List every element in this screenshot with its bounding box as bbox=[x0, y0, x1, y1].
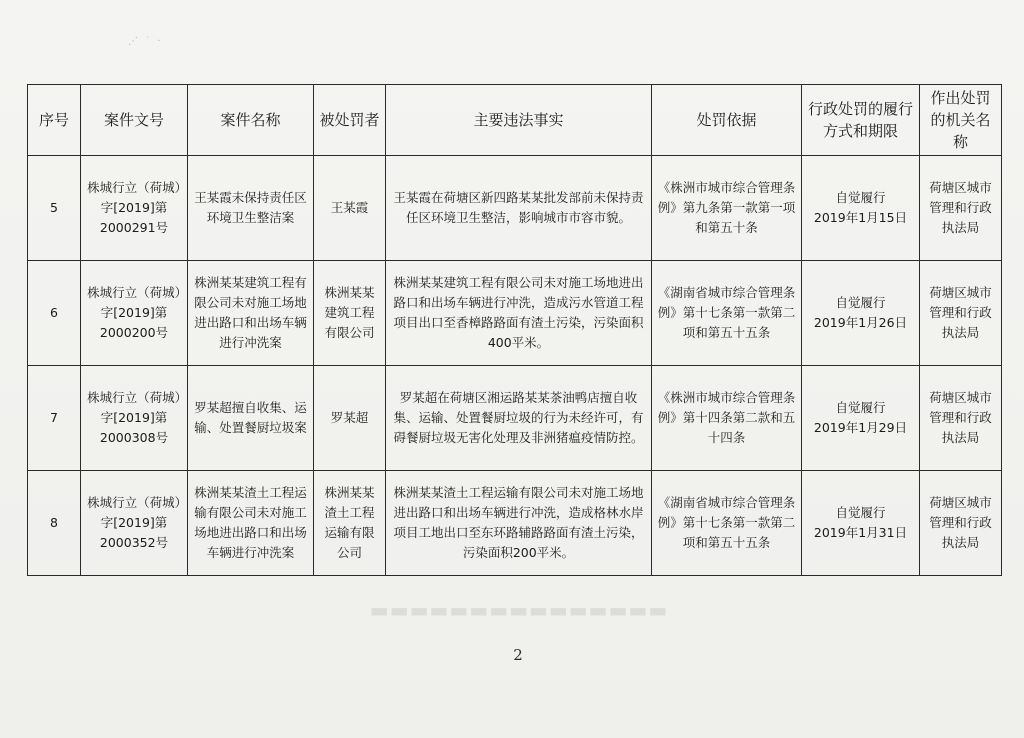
cell-party: 罗某超 bbox=[314, 366, 386, 471]
cell-method: 自觉履行 2019年1月31日 bbox=[802, 471, 920, 576]
table-row bbox=[28, 156, 1002, 261]
cell-seq: 6 bbox=[28, 261, 81, 366]
cell-case-name: 罗某超擅自收集、运输、处置餐厨垃圾案 bbox=[188, 366, 314, 471]
header-party: 被处罚者 bbox=[314, 85, 386, 156]
header-authority: 作出处罚的机关名称 bbox=[920, 85, 1002, 156]
cell-case-name: 王某霞未保持责任区环境卫生整洁案 bbox=[188, 156, 314, 261]
cell-authority: 荷塘区城市管理和行政执法局 bbox=[920, 471, 1002, 576]
table-header-row bbox=[28, 85, 1002, 156]
cell-facts: 株洲某某建筑工程有限公司未对施工场地进出路口和出场车辆进行冲洗，造成污水管道工程项目出口至香樟路路面有渣土污染，污染面积400平米。 bbox=[386, 261, 652, 366]
cell-case-no: 株城行立（荷城）字[2019]第2000291号 bbox=[81, 156, 188, 261]
cell-method: 自觉履行 2019年1月29日 bbox=[802, 366, 920, 471]
header-basis: 处罚依据 bbox=[652, 85, 802, 156]
cell-facts: 株洲某某渣土工程运输有限公司未对施工场地进出路口和出场车辆进行冲洗，造成格林水岸项目工地出口至东环路辅路路面有渣土污染，污染面积200平米。 bbox=[386, 471, 652, 576]
cell-basis: 《湖南省城市综合管理条例》第十七条第一款第二项和第五十五条 bbox=[652, 471, 802, 576]
cell-seq: 8 bbox=[28, 471, 81, 576]
cell-case-no: 株城行立（荷城）字[2019]第2000308号 bbox=[81, 366, 188, 471]
header-case-name: 案件名称 bbox=[188, 85, 314, 156]
header-facts: 主要违法事实 bbox=[386, 85, 652, 156]
cell-case-no: 株城行立（荷城）字[2019]第2000352号 bbox=[81, 471, 188, 576]
bleed-through-shadow: ▬▬▬▬▬▬▬▬▬▬▬▬▬▬▬ bbox=[368, 598, 668, 622]
cell-case-name: 株洲某某建筑工程有限公司未对施工场地进出路口和出场车辆进行冲洗案 bbox=[188, 261, 314, 366]
header-seq: 序号 bbox=[28, 85, 81, 156]
cell-basis: 《湖南省城市综合管理条例》第十七条第一款第二项和第五十五条 bbox=[652, 261, 802, 366]
cell-party: 株洲某某渣土工程运输有限公司 bbox=[314, 471, 386, 576]
cell-case-no: 株城行立（荷城）字[2019]第2000200号 bbox=[81, 261, 188, 366]
cell-basis: 《株洲市城市综合管理条例》第十四条第二款和五十四条 bbox=[652, 366, 802, 471]
table-row bbox=[28, 471, 1002, 576]
scan-noise-icon: ⋰ ˙ · bbox=[128, 36, 163, 47]
cell-authority: 荷塘区城市管理和行政执法局 bbox=[920, 366, 1002, 471]
cell-authority: 荷塘区城市管理和行政执法局 bbox=[920, 156, 1002, 261]
cell-seq: 7 bbox=[28, 366, 81, 471]
header-case-no: 案件文号 bbox=[81, 85, 188, 156]
penalty-table bbox=[27, 84, 1002, 576]
cell-case-name: 株洲某某渣土工程运输有限公司未对施工场地进出路口和出场车辆进行冲洗案 bbox=[188, 471, 314, 576]
cell-facts: 罗某超在荷塘区湘运路某某茶油鸭店擅自收集、运输、处置餐厨垃圾的行为未经许可，有碍餐厨垃圾无害化处理及非洲猪瘟疫情防控。 bbox=[386, 366, 652, 471]
cell-party: 王某霞 bbox=[314, 156, 386, 261]
page-number: 2 bbox=[513, 646, 523, 664]
cell-method: 自觉履行 2019年1月15日 bbox=[802, 156, 920, 261]
header-method: 行政处罚的履行方式和期限 bbox=[802, 85, 920, 156]
cell-method: 自觉履行 2019年1月26日 bbox=[802, 261, 920, 366]
table-row bbox=[28, 261, 1002, 366]
cell-authority: 荷塘区城市管理和行政执法局 bbox=[920, 261, 1002, 366]
cell-seq: 5 bbox=[28, 156, 81, 261]
cell-party: 株洲某某建筑工程有限公司 bbox=[314, 261, 386, 366]
cell-basis: 《株洲市城市综合管理条例》第九条第一款第一项和第五十条 bbox=[652, 156, 802, 261]
cell-facts: 王某霞在荷塘区新四路某某批发部前未保持责任区环境卫生整洁，影响城市市容市貌。 bbox=[386, 156, 652, 261]
table-row bbox=[28, 366, 1002, 471]
